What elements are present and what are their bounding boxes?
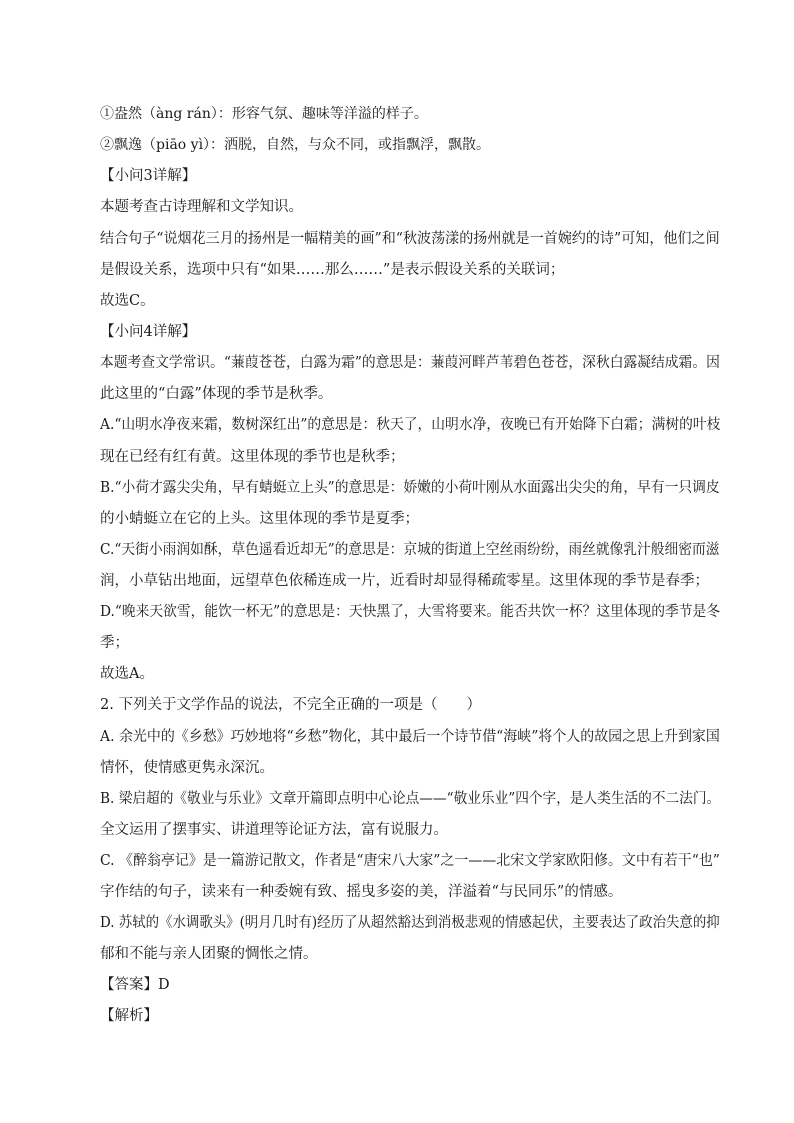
footnote-1: ①盎然（àng rán）：形容气氛、趣味等洋溢的样子。 (100, 106, 428, 122)
paragraph-line: 此这里的“白露”体现的季节是秋季。 (100, 386, 333, 402)
choice-b-line: 全文运用了摆事实、讲道理等论证方法，富有说服力。 (100, 822, 448, 838)
section-heading-q4: 【小问4详解】 (100, 324, 197, 340)
choice-d-line: 郁和不能与亲人团聚的惆怅之情。 (100, 946, 318, 962)
choice-a-line: 情怀，使情感更隽永深沉。 (100, 760, 274, 776)
paragraph-line: 本题考查古诗理解和文学知识。 (100, 199, 303, 215)
choice-d-line: D. 苏轼的《水调歌头》(明月几时有)经历了从超然豁达到消极悲观的情感起伏，主要表达了政治失意的抑 (100, 915, 720, 931)
option-d-line: D.“晚来天欲雪，能饮一杯无”的意思是：天快黑了，大雪将要来。能否共饮一杯？这里体现的季节是冬 (100, 604, 721, 620)
option-c-line: 润，小草钻出地面，远望草色依稀连成一片，近看时却显得稀疏零星。这里体现的季节是春季； (100, 573, 709, 589)
option-c-line: C.“天街小雨润如酥，草色遥看近却无”的意思是：京城的街道上空丝雨纷纷，雨丝就像乳汁般细密而滋 (100, 542, 720, 558)
choice-b-line: B. 梁启超的《敬业与乐业》文章开篇即点明中心论点——“敬业乐业”四个字，是人类生活的不二法门。 (100, 791, 721, 807)
option-a-line: A.“山明水净夜来霜，数树深红出”的意思是：秋天了，山明水净，夜晚已有开始降下白霜；满树的叶枝 (100, 417, 721, 433)
choice-c-line: 字作结的句子，读来有一种委婉有致、摇曳多姿的美，洋溢着“与民同乐”的情感。 (100, 884, 623, 900)
option-b-line: B.“小荷才露尖尖角，早有蜻蜓立上头”的意思是：娇嫩的小荷叶刚从水面露出尖尖的角，早有一只调皮 (100, 480, 720, 496)
section-heading-q3: 【小问3详解】 (100, 168, 197, 184)
option-d-line: 季； (100, 635, 129, 651)
analysis-label: 【解析】 (100, 1008, 158, 1024)
answer-line: 故选C。 (100, 293, 155, 309)
paragraph-line: 本题考查文学常识。“蒹葭苍苍，白露为霜”的意思是：蒹葭河畔芦苇碧色苍苍，深秋白露凝结成霜。因 (100, 355, 720, 371)
paragraph-line: 结合句子“说烟花三月的扬州是一幅精美的画”和“秋波荡漾的扬州就是一首婉约的诗”可知，他们之间 (100, 231, 720, 247)
answer-label: 【答案】D (100, 977, 170, 993)
footnote-2: ②飘逸（piāo yì）：洒脱，自然，与众不同，或指飘浮，飘散。 (100, 137, 491, 153)
option-b-line: 的小蜻蜓立在它的上头。这里体现的季节是夏季； (100, 511, 419, 527)
question-2-stem: 2. 下列关于文学作品的说法，不完全正确的一项是（ ） (100, 697, 481, 713)
choice-a-line: A. 余光中的《乡愁》巧妙地将“乡愁”物化，其中最后一个诗节借“海峡”将个人的故园之思上升到家国 (100, 729, 720, 745)
paragraph-line: 是假设关系，选项中只有“如果……那么……”是表示假设关系的关联词； (100, 262, 565, 278)
answer-line: 故选A。 (100, 666, 154, 682)
option-a-line: 现在已经有红有黄。这里体现的季节也是秋季； (100, 449, 405, 465)
choice-c-line: C. 《醉翁亭记》是一篇游记散文，作者是“唐宋八大家”之一——北宋文学家欧阳修。文中有若干“也” (100, 853, 720, 869)
